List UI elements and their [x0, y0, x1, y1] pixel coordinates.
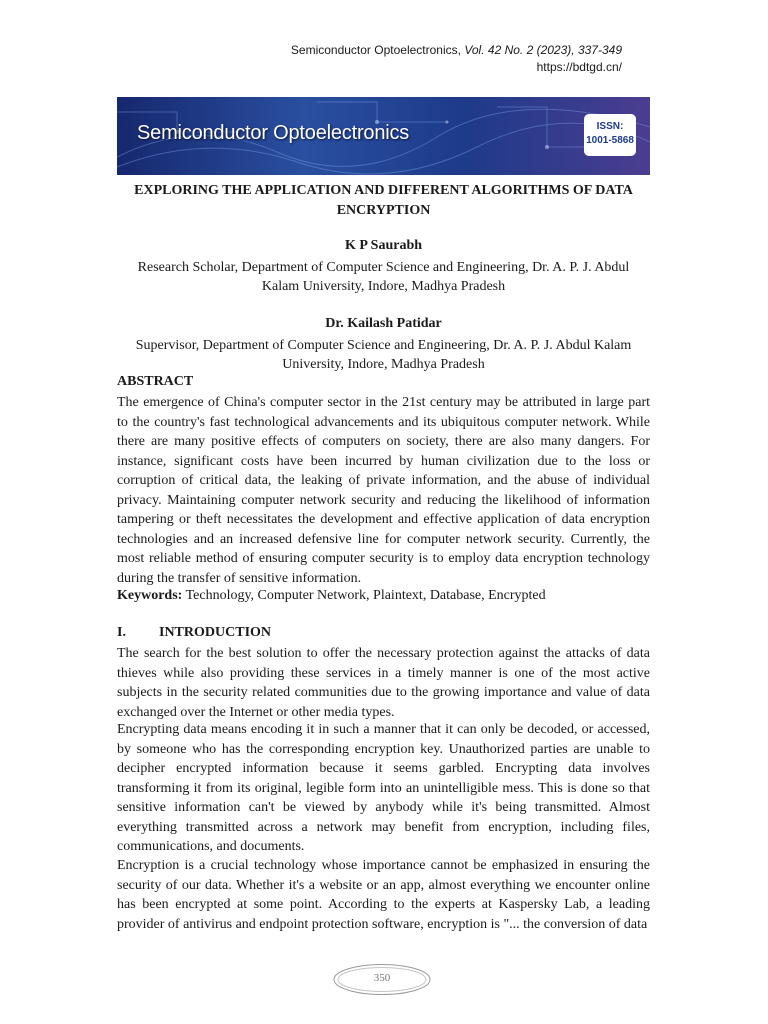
intro-paragraph-3: Encryption is a crucial technology whose importance cannot be emphasized in ensuring the security of our data. Whether it's a website or an app, almost everything we encounter online has been encrypted at some point. According to the experts at Kaspersky Lab, a leading provider of antivirus and endpoint protection software, encryption is "... the conversion of data: [117, 858, 650, 932]
journal-url[interactable]: https://bdtgd.cn/: [536, 60, 622, 74]
keywords-label: Keywords:: [117, 588, 183, 603]
abstract-text: The emergence of China's computer sector in the 21st century may be attributed in large part to the country's fast technological advancements and its ubiquitous computer network. While there are many positive effects of computers on society, there are also many dangers. For instance, significant costs have been incurred by human civilization due to the loss or corruption of critical data, the leaking of private information, and the abuse of individual privacy. Maintaining computer network security and reducing the likelihood of information tampering or theft necessitates the development and effective application of data encryption technologies and an increased defensive line for computer network security. Currently, the most reliable method of ensuring computer security is to employ data encryption technology during the transfer of sensitive information.: [117, 395, 650, 586]
intro-paragraph-1: The search for the best solution to offer the necessary protection against the attacks of data thieves while also providing these services in a timely manner is one of the most active subjects in the security related communities due to the growing importance and value of data exchanged over the Internet or other media types.: [117, 646, 650, 720]
intro-paragraph-2: Encrypting data means encoding it in such a manner that it can only be decoded, or accessed, by someone who has the corresponding encryption key. Unauthorized parties are unable to decipher encrypted information because it seems garbled. Encrypting data involves transforming it from its original, legible form into an unintelligible mess. This is done so that sensitive information can't be viewed by anybody while it's being transmitted. Almost everything transmitted across a network may benefit from encryption, including files, communications, and documents.: [117, 722, 650, 854]
journal-banner: [117, 97, 650, 175]
page-number-badge: [332, 963, 432, 996]
paper-title: EXPLORING THE APPLICATION AND DIFFERENT ALGORITHMS OF DATA ENCRYPTION: [134, 183, 633, 218]
author-affiliation-1: Research Scholar, Department of Computer Science and Engineering, Dr. A. P. J. Abdul Kalam University, Indore, Madhya Pradesh: [137, 260, 630, 294]
issn-number: 1001-5868: [586, 135, 634, 146]
author-affiliation-2: Supervisor, Department of Computer Science and Engineering, Dr. A. P. J. Abdul Kalam University, Indore, Madhya Pradesh: [135, 338, 632, 372]
section-number: I.: [117, 625, 126, 640]
section-title: INTRODUCTION: [159, 625, 272, 640]
keywords-list: Technology, Computer Network, Plaintext, Database, Encrypted: [185, 588, 546, 603]
journal-name: Semiconductor Optoelectronics,: [290, 43, 461, 57]
issn-label: ISSN:: [596, 121, 624, 132]
journal-citation: [291, 42, 622, 76]
abstract-heading: ABSTRACT: [117, 374, 194, 389]
keywords: [117, 586, 650, 606]
banner-title: Semiconductor Optoelectronics: [137, 122, 410, 144]
journal-volume: Vol. 42 No. 2 (2023), 337-349: [464, 43, 622, 57]
author-name-1: K P Saurabh: [344, 238, 423, 253]
issn-badge: [584, 114, 636, 156]
author-name-2: Dr. Kailash Patidar: [325, 316, 442, 331]
page-number: 350: [373, 972, 391, 984]
introduction-heading: [117, 625, 271, 641]
